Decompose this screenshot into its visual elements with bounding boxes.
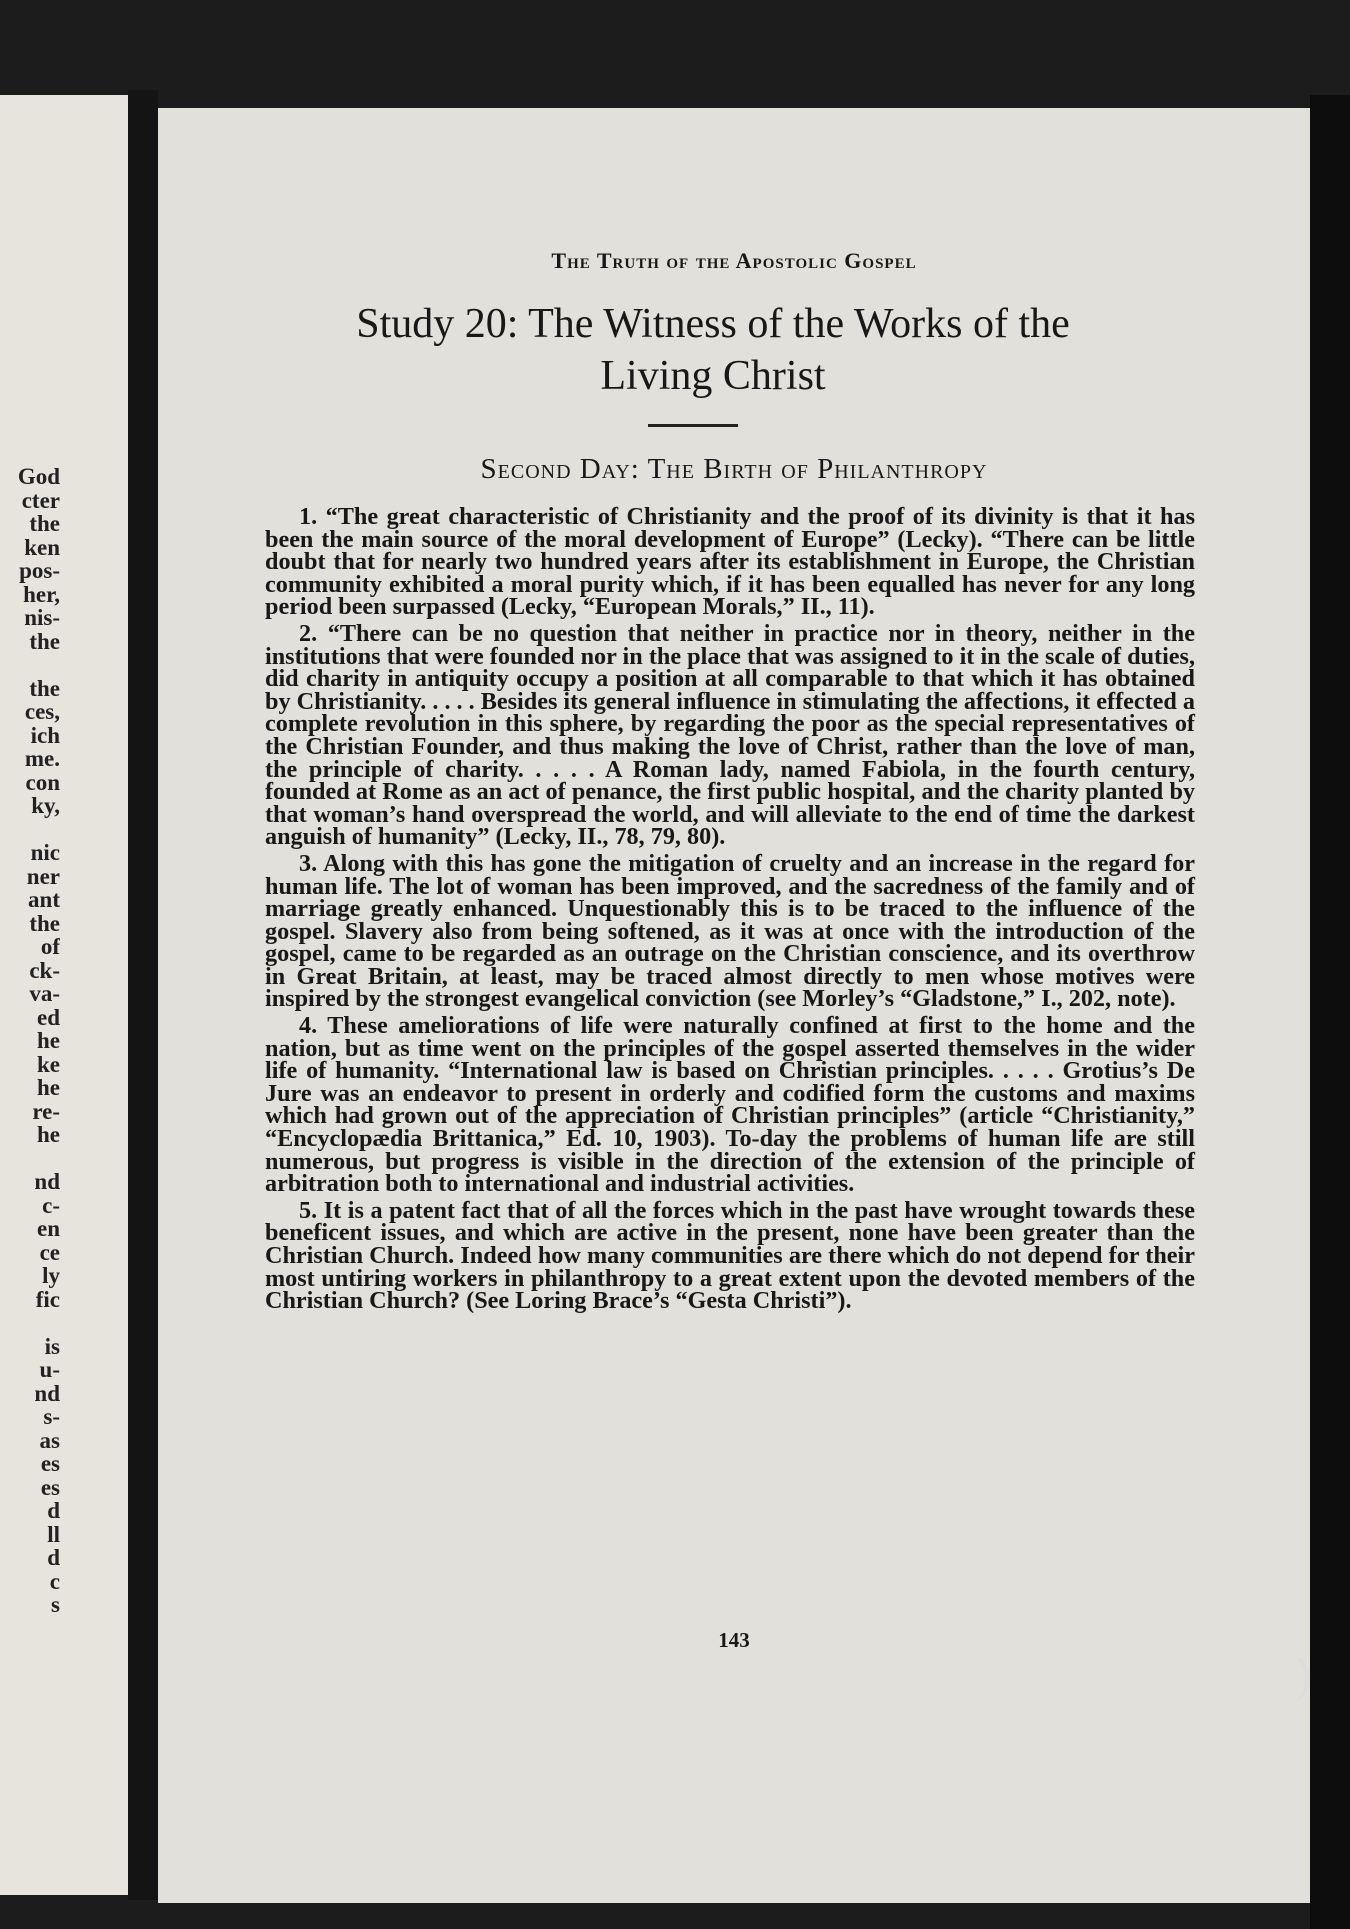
study-title: Study 20: The Witness of the Works of the Living Christ xyxy=(356,301,1070,399)
left-page-fragment: is xyxy=(44,1334,60,1358)
left-page-fragment xyxy=(0,818,60,842)
paragraph-1: 1. “The great characteristic of Christianity and the proof of its divinity is that it has been the main source of the moral development of Europe” (Lecky). “There can be little doubt that for nearly two hundred years after its establishment in Europe, the Christian community exhibited a moral purity which, if it has been equalled has never for any long period been surpassed (Lecky, “European Morals,” II., 11). xyxy=(265,503,1195,621)
left-page-fragment: the xyxy=(29,629,60,653)
left-page-fragment: re- xyxy=(32,1099,60,1123)
right-margin-mark: ) xyxy=(1295,1650,1313,1704)
left-page-fragment: nd xyxy=(34,1381,60,1405)
left-page-fragment: ly xyxy=(42,1264,60,1288)
left-page-fragment: es xyxy=(40,1452,60,1476)
left-page-fragment xyxy=(0,1147,60,1171)
left-page-fragment: pos- xyxy=(19,559,60,583)
left-page-fragment: he xyxy=(37,1029,60,1053)
left-page-fragment: of xyxy=(40,935,60,959)
book-gutter xyxy=(128,90,158,1900)
left-page-fragment: es xyxy=(40,1475,60,1499)
left-page-fragment: ed xyxy=(37,1005,60,1029)
left-page-fragment xyxy=(0,1311,60,1335)
body-text xyxy=(265,503,1195,1317)
left-page-fragment: the xyxy=(29,512,60,536)
left-page xyxy=(0,95,128,1895)
left-page-fragment: me. xyxy=(24,747,60,771)
left-page-text-fragments xyxy=(0,465,60,1617)
book-page xyxy=(158,108,1310,1903)
left-page-fragment: va- xyxy=(29,982,60,1006)
running-head: The Truth of the Apostolic Gospel xyxy=(551,248,917,273)
left-page-fragment: nd xyxy=(34,1170,60,1194)
left-page-fragment: d xyxy=(47,1546,60,1570)
left-page-fragment: God xyxy=(17,465,60,489)
left-page-fragment: ll xyxy=(47,1522,60,1546)
left-page-fragment: c- xyxy=(42,1193,60,1217)
left-page-fragment: her, xyxy=(23,582,60,606)
left-page-fragment: nis- xyxy=(24,606,60,630)
left-page-fragment: en xyxy=(37,1217,60,1241)
left-page-fragment: ant xyxy=(28,888,60,912)
left-page-fragment: d xyxy=(47,1499,60,1523)
left-page-fragment: con xyxy=(25,770,60,794)
paragraph-3: 3. Along with this has gone the mitigation of cruelty and an increase in the regard for human life. The lot of woman has been improved, and the sacredness of the family and of marriage greatly enhanced. Unquestionably this is to be traced to the influence of the gospel. Slavery also from being softened, as it was at once with the introduction of the gospel, came to be regarded as an outrage on the Christian conscience, and its overthrow in Great Britain, at least, may be traced almost directly to men whose motives were inspired by the strongest evangelical conviction (see Morley’s “Gladstone,” I., 202, note). xyxy=(265,849,1195,1013)
left-page-fragment: ken xyxy=(24,535,60,559)
title-rule xyxy=(648,424,738,427)
left-page-fragment: cter xyxy=(21,488,60,512)
left-page-fragment: ck- xyxy=(29,958,60,982)
paragraph-2: 2. “There can be no question that neither in practice nor in theory, neither in the institutions that were founded nor in the place that was assigned to it in the scale of duties, did charity in antiquity occupy a position at all comparable to that which it has obtained by Christianity. . . . . Besides its general influence in stimulating the affections, it effected a complete revolution in this sphere, by regarding the poor as the special representatives of the Christian Founder, and thus making the love of Christ, rather than the love of man, the principle of charity. . . . . A Roman lady, named Fabiola, in the fourth century, founded at Rome as an act of penance, the first public hospital, and the charity planted by that woman’s hand overspread the world, and will alleviate to the end of time the darkest anguish of humanity” (Lecky, II., 78, 79, 80). xyxy=(265,619,1195,851)
left-page-fragment: u- xyxy=(39,1358,60,1382)
left-page-fragment: nic xyxy=(30,841,60,865)
left-page-fragment: he xyxy=(37,1076,60,1100)
paragraph-4: 4. These ameliorations of life were naturally confined at first to the home and the nation, but as time went on the principles of the gospel asserted themselves in the wider life of humanity. “International law is based on Christian principles. . . . . Grotius’s De Jure was an endeavor to present in orderly and codified form the customs and maxims which had grown out of the appreciation of Christian principles” (article “Christianity,” “Encyclopædia Brittanica,” Ed. 10, 1903). To-day the problems of human life are still numerous, but progress is visible in the direction of the extension of the principle of arbitration both to international and industrial activities. xyxy=(265,1012,1195,1198)
left-page-fragment xyxy=(0,653,60,677)
scan-right-edge xyxy=(1310,95,1350,1929)
left-page-fragment: ce xyxy=(39,1240,60,1264)
left-page-fragment: s xyxy=(51,1593,60,1617)
page-number: 143 xyxy=(718,1628,750,1652)
left-page-fragment: c xyxy=(49,1569,60,1593)
left-page-fragment: s- xyxy=(43,1405,60,1429)
left-page-fragment: ky, xyxy=(31,794,60,818)
left-page-fragment: fic xyxy=(35,1287,60,1311)
paragraph-5: 5. It is a patent fact that of all the forces which in the past have wrought towards these beneficent issues, and which are active in the present, none have been greater than the Christian Church. Indeed how many communities are there which do not depend for their most untiring workers in philanthropy to a great extent upon the devoted members of the Christian Church? (See Loring Brace’s “Gesta Christi”). xyxy=(265,1196,1195,1315)
left-page-fragment: ich xyxy=(30,723,60,747)
day-subtitle: Second Day: The Birth of Philanthropy xyxy=(480,453,988,485)
left-page-fragment: the xyxy=(29,676,60,700)
left-page-fragment: ke xyxy=(37,1052,60,1076)
left-page-fragment: as xyxy=(39,1428,60,1452)
left-page-fragment: ces, xyxy=(24,700,60,724)
left-page-fragment: he xyxy=(37,1123,60,1147)
left-page-fragment: ner xyxy=(26,864,60,888)
left-page-fragment: the xyxy=(29,911,60,935)
